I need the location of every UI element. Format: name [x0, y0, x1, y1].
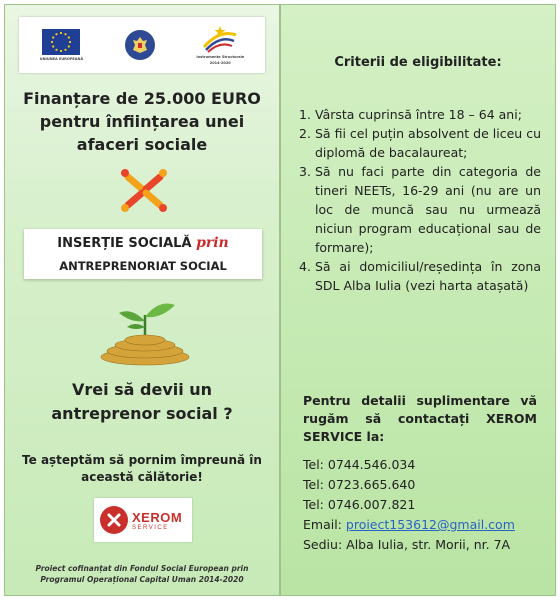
- criteria-number: 4.: [299, 259, 311, 274]
- insertie-label: INSERȚIE SOCIALĂ: [57, 236, 192, 251]
- criteria-number: 3.: [299, 164, 311, 179]
- address-line: Sediu: Alba Iulia, str. Morii, nr. 7A: [303, 537, 511, 552]
- coins-plant-illustration: [97, 297, 193, 367]
- insertie-banner: [24, 229, 262, 279]
- is-caption-1: Instrumente Structurale: [196, 55, 245, 59]
- criteria-title: Criterii de eligibilitate:: [334, 55, 502, 70]
- eu-caption: UNIUNEA EUROPEANĂ: [39, 57, 84, 61]
- eu-logo: [40, 29, 83, 61]
- phone-line: Tel: 0746.007.821: [303, 497, 416, 512]
- email-link[interactable]: proiect153612@gmail.com: [345, 517, 515, 532]
- contact-intro: Pentru detalii suplimentare vă rugăm să contactați XEROM SERVICE la:: [303, 393, 537, 444]
- criteria-text: Vârsta cuprinsă între 18 – 64 ani;: [315, 107, 522, 122]
- xerom-sub: SERVICE: [132, 524, 169, 531]
- criteria-text: Să fii cel puțin absolvent de liceu cu diplomă de bacalaureat;: [315, 126, 541, 160]
- title-line: Finanțare de 25.000 EURO: [23, 89, 261, 108]
- invite-text: [15, 452, 269, 486]
- email-line: [303, 515, 545, 535]
- footer-line: Programul Operațional Capital Uman 2014-2020: [40, 575, 244, 584]
- star-swoosh-icon: [200, 25, 240, 53]
- social-x-people-icon: [119, 167, 169, 213]
- criteria-item: [299, 162, 541, 257]
- criteria-text: Să ai domiciliul/reședința în zona SDL Alba Iulia (vezi harta atașată): [315, 259, 541, 293]
- romanian-government-logo: [125, 30, 155, 60]
- contact-details: [303, 455, 545, 555]
- phone-line: Tel: 0744.546.034: [303, 457, 416, 472]
- structural-instruments-logo: [196, 25, 244, 65]
- eu-flag-icon: [42, 29, 80, 55]
- cofinancing-note: [15, 563, 269, 585]
- footer-line: Proiect cofinanțat din Fondul Social European prin: [35, 564, 249, 573]
- invite-line: această călătorie!: [81, 470, 203, 484]
- criteria-item: [299, 124, 541, 162]
- criteria-text: Să nu faci parte din categoria de tineri NEETs, 16-29 ani (nu are un loc de muncă sau nu urmează niciun program educațional sau de formare);: [315, 164, 541, 255]
- left-panel: [4, 4, 280, 596]
- title-line: afaceri sociale: [76, 135, 208, 154]
- question-line: Vrei să devii un: [71, 380, 213, 399]
- criteria-item: [299, 105, 541, 124]
- eagle-crest-icon: [129, 34, 151, 56]
- question-headline: [15, 378, 269, 426]
- title-line: pentru înființarea unei: [39, 112, 245, 131]
- criteria-item: [299, 257, 541, 295]
- criteria-number: 1.: [299, 107, 311, 122]
- phone-line: Tel: 0723.665.640: [303, 477, 416, 492]
- invite-line: Te așteptăm să pornim împreună în: [22, 453, 262, 467]
- right-panel: [280, 4, 556, 596]
- funding-title: [17, 87, 267, 156]
- prin-label: prin: [196, 235, 229, 251]
- question-line: antreprenor social ?: [51, 404, 233, 423]
- antreprenoriat-label: ANTREPRENORIAT SOCIAL: [59, 259, 227, 273]
- email-label: Email:: [303, 517, 342, 532]
- xerom-name: XEROM: [132, 509, 183, 525]
- eligibility-criteria-list: [299, 105, 541, 295]
- xerom-x-icon: [100, 506, 128, 534]
- partner-logos-strip: [19, 17, 265, 73]
- criteria-number: 2.: [299, 126, 311, 141]
- is-caption-2: 2014-2020: [209, 61, 231, 65]
- xerom-service-logo: [94, 498, 192, 542]
